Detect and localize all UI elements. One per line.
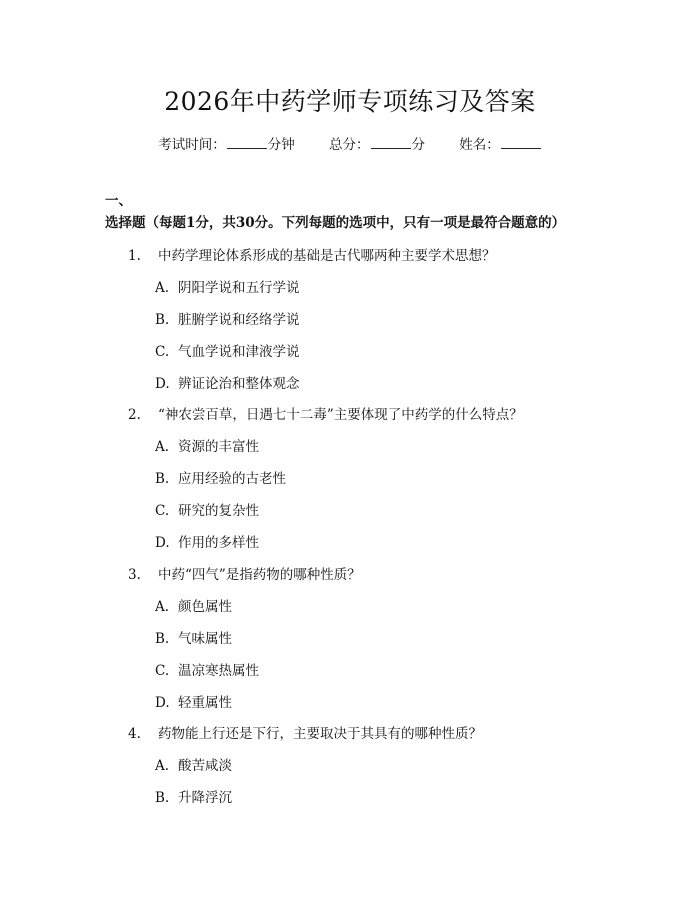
option-letter: B. (155, 631, 170, 647)
option-letter: C. (155, 344, 170, 360)
option-letter: D. (155, 376, 170, 392)
option-letter: B. (155, 312, 170, 328)
option-letter: C. (155, 663, 170, 679)
option-text: 资源的丰富性 (178, 439, 259, 455)
option-text: 研究的复杂性 (178, 503, 259, 519)
option-letter: A. (155, 599, 170, 615)
total-score-unit: 分 (411, 137, 425, 153)
question-1-option-d (155, 372, 300, 392)
option-letter: A. (155, 280, 170, 296)
option-text: 应用经验的古老性 (178, 471, 286, 487)
section-number: 一、 (105, 193, 132, 209)
question-1-option-c (155, 340, 300, 360)
option-letter: B. (155, 790, 170, 806)
question-3-option-d (155, 691, 232, 711)
question-number: 4. (128, 726, 141, 742)
question-4 (128, 722, 482, 742)
question-number: 2. (128, 407, 141, 423)
question-4-option-b (155, 786, 232, 806)
section-text: 选择题（每题1分，共30分。下列每题的选项中，只有一项是最符合题意的） (105, 215, 566, 231)
question-1-option-a (155, 276, 300, 296)
question-1-option-b (155, 308, 300, 328)
exam-time-label: 考试时间： (158, 137, 226, 153)
question-text: 药物能上行还是下行，主要取决于其具有的哪种性质？ (158, 726, 482, 742)
question-4-option-a (155, 754, 232, 774)
option-text: 温凉寒热属性 (178, 663, 259, 679)
option-letter: D. (155, 535, 170, 551)
question-1 (128, 244, 496, 264)
option-text: 升降浮沉 (178, 790, 232, 806)
total-score-label: 总分： (329, 137, 370, 153)
option-letter: C. (155, 503, 170, 519)
exam-time-unit: 分钟 (267, 137, 295, 153)
option-letter: D. (155, 695, 170, 711)
name-field (459, 133, 542, 153)
question-text: 中药学理论体系形成的基础是古代哪两种主要学术思想？ (158, 248, 496, 264)
option-text: 阴阳学说和五行学说 (178, 280, 300, 296)
total-score-blank (371, 136, 411, 149)
question-3-option-c (155, 659, 259, 679)
option-text: 酸苦咸淡 (178, 758, 232, 774)
question-number: 1. (128, 248, 141, 264)
page-title: 2026年中药学师专项练习及答案 (164, 87, 536, 116)
question-text: “神农尝百草，日遇七十二毒”主要体现了中药学的什么特点？ (158, 407, 523, 423)
question-2 (128, 403, 523, 423)
exam-meta-row (0, 133, 700, 153)
total-score-field (329, 133, 425, 153)
question-2-option-d (155, 531, 259, 551)
section-heading (105, 190, 595, 234)
option-text: 轻重属性 (178, 695, 232, 711)
option-letter: A. (155, 758, 170, 774)
question-text: 中药“四气”是指药物的哪种性质？ (158, 567, 361, 583)
option-text: 脏腑学说和经络学说 (178, 312, 300, 328)
question-number: 3. (128, 567, 141, 583)
question-3-option-a (155, 595, 232, 615)
name-label: 姓名： (459, 137, 500, 153)
option-text: 辨证论治和整体观念 (178, 376, 300, 392)
option-text: 气味属性 (178, 631, 232, 647)
option-text: 气血学说和津液学说 (178, 344, 300, 360)
question-3 (128, 563, 361, 583)
name-blank (501, 136, 541, 149)
question-3-option-b (155, 627, 232, 647)
question-2-option-b (155, 467, 286, 487)
option-letter: B. (155, 471, 170, 487)
exam-time-field (158, 133, 295, 153)
option-text: 颜色属性 (178, 599, 232, 615)
question-2-option-c (155, 499, 259, 519)
option-letter: A. (155, 439, 170, 455)
exam-time-blank (227, 136, 267, 149)
option-text: 作用的多样性 (178, 535, 259, 551)
question-2-option-a (155, 435, 259, 455)
